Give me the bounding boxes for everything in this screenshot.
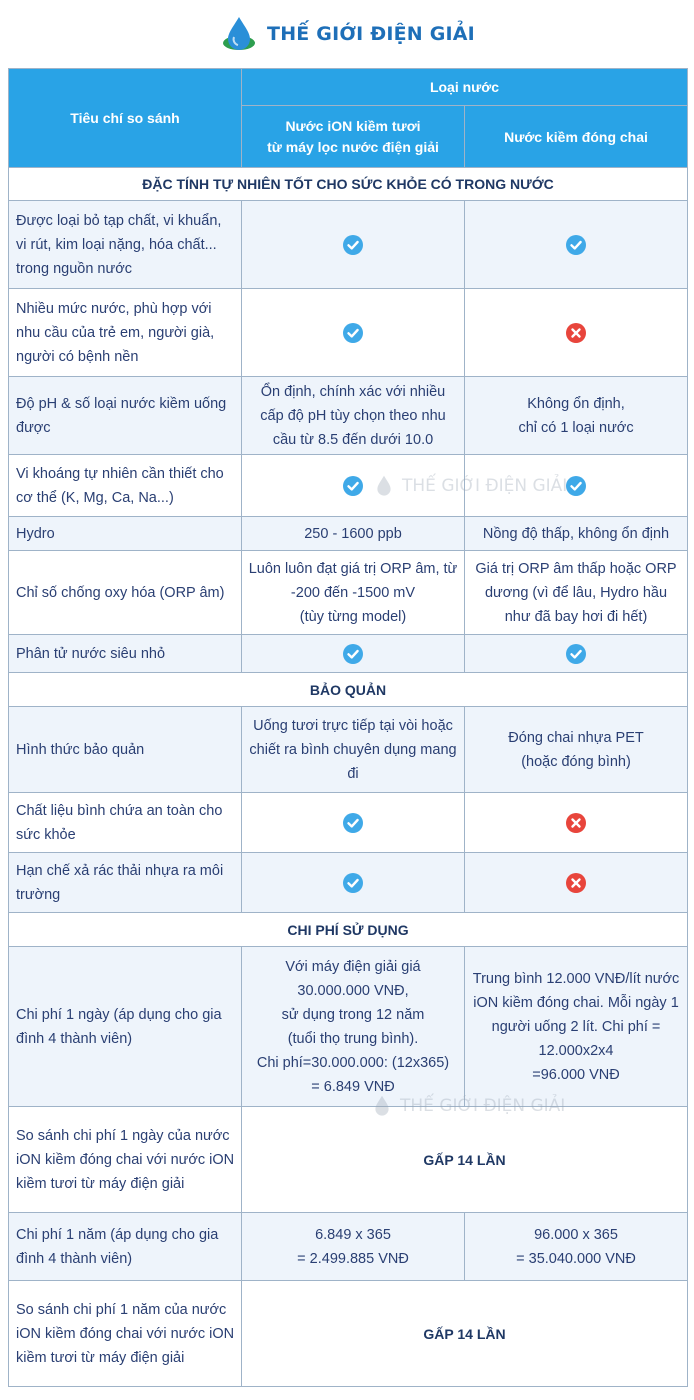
row-label: So sánh chi phí 1 năm của nước iON kiềm đóng chai với nước iON kiềm tươi từ máy điện giải bbox=[9, 1281, 242, 1387]
row-label: Hạn chế xả rác thải nhựa ra môi trường bbox=[9, 853, 242, 913]
check-icon bbox=[343, 476, 363, 496]
daily-cost-col2: Trung bình 12.000 VNĐ/lít nước iON kiềm đóng chai. Mỗi ngày 1 người uống 2 lít. Chi phí = 12.000x2x4 =96.000 VNĐ bbox=[465, 947, 688, 1107]
check-cell bbox=[242, 635, 465, 673]
check-cell bbox=[242, 853, 465, 913]
cross-icon bbox=[566, 873, 586, 893]
cross-cell bbox=[465, 793, 688, 853]
daily-cost-col1: Với máy điện giải giá 30.000.000 VNĐ, sử dụng trong 12 năm (tuổi thọ trung bình). Chi phí=30.000.000: (12x365) = 6.849 VNĐ bbox=[242, 947, 465, 1107]
check-cell bbox=[242, 201, 465, 289]
water-drop-logo-icon bbox=[219, 14, 259, 54]
check-icon bbox=[343, 235, 363, 255]
check-icon bbox=[343, 644, 363, 664]
row-label: Hydro bbox=[9, 517, 242, 551]
row-label: Chi phí 1 năm (áp dụng cho gia đình 4 thành viên) bbox=[9, 1213, 242, 1281]
cross-cell bbox=[465, 289, 688, 377]
orp-value-col1: Luôn luôn đạt giá trị ORP âm, từ -200 đến -1500 mV (tùy từng model) bbox=[242, 551, 465, 635]
storage-value-col1: Uống tươi trực tiếp tại vòi hoặc chiết ra bình chuyên dụng mang đi bbox=[242, 707, 465, 793]
check-icon bbox=[343, 813, 363, 833]
water-type-header: Loại nước bbox=[242, 69, 688, 106]
ph-value-col1: Ổn định, chính xác với nhiều cấp độ pH tùy chọn theo nhu cầu từ 8.5 đến dưới 10.0 bbox=[242, 377, 465, 455]
yearly-cost-col2: 96.000 x 365 = 35.040.000 VNĐ bbox=[465, 1213, 688, 1281]
orp-value-col2: Giá trị ORP âm thấp hoặc ORP dương (vì để lâu, Hydro hầu như đã bay hơi đi hết) bbox=[465, 551, 688, 635]
check-cell bbox=[242, 289, 465, 377]
check-cell bbox=[242, 793, 465, 853]
row-label: Nhiều mức nước, phù hợp với nhu cầu của trẻ em, người già, người có bệnh nền bbox=[9, 289, 242, 377]
cross-icon bbox=[566, 323, 586, 343]
row-label: Vi khoáng tự nhiên cần thiết cho cơ thể (K, Mg, Ca, Na...) bbox=[9, 455, 242, 517]
daily-compare-result: GẤP 14 LẦN bbox=[242, 1107, 688, 1213]
check-icon bbox=[343, 323, 363, 343]
watermark: THẾ GIỚI ĐIỆN GIẢI bbox=[370, 1094, 565, 1118]
row-label: Chỉ số chống oxy hóa (ORP âm) bbox=[9, 551, 242, 635]
yearly-compare-result: GẤP 14 LẦN bbox=[242, 1281, 688, 1387]
hydro-value-col2: Nồng độ thấp, không ổn định bbox=[465, 517, 688, 551]
criteria-header: Tiêu chí so sánh bbox=[9, 69, 242, 168]
check-icon bbox=[566, 476, 586, 496]
yearly-cost-col1: 6.849 x 365 = 2.499.885 VNĐ bbox=[242, 1213, 465, 1281]
col2-header: Nước kiềm đóng chai bbox=[465, 106, 688, 168]
row-label: Chi phí 1 ngày (áp dụng cho gia đình 4 thành viên) bbox=[9, 947, 242, 1107]
brand-name: THẾ GIỚI ĐIỆN GIẢI bbox=[267, 23, 475, 45]
check-icon bbox=[343, 873, 363, 893]
watermark: THẾ GIỚI ĐIỆN GIẢI bbox=[372, 474, 567, 498]
cross-icon bbox=[566, 813, 586, 833]
check-icon bbox=[566, 644, 586, 664]
cross-cell bbox=[465, 853, 688, 913]
storage-value-col2: Đóng chai nhựa PET (hoặc đóng bình) bbox=[465, 707, 688, 793]
comparison-table bbox=[8, 68, 688, 1387]
hydro-value-col1: 250 - 1600 ppb bbox=[242, 517, 465, 551]
row-label: Được loại bỏ tạp chất, vi khuẩn, vi rút, kim loại nặng, hóa chất... trong nguồn nước bbox=[9, 201, 242, 289]
col1-header: Nước iON kiềm tươi từ máy lọc nước điện giải bbox=[242, 106, 465, 168]
check-cell bbox=[465, 455, 688, 517]
ph-value-col2: Không ổn định, chỉ có 1 loại nước bbox=[465, 377, 688, 455]
brand-logo bbox=[0, 0, 694, 68]
check-cell bbox=[465, 635, 688, 673]
check-icon bbox=[566, 235, 586, 255]
row-label: Phân tử nước siêu nhỏ bbox=[9, 635, 242, 673]
row-label: Độ pH & số loại nước kiềm uống được bbox=[9, 377, 242, 455]
section-storage: BẢO QUẢN bbox=[9, 673, 688, 707]
row-label: Chất liệu bình chứa an toàn cho sức khỏe bbox=[9, 793, 242, 853]
section-cost: CHI PHÍ SỬ DỤNG bbox=[9, 913, 688, 947]
check-cell bbox=[242, 455, 465, 517]
check-cell bbox=[465, 201, 688, 289]
row-label: So sánh chi phí 1 ngày của nước iON kiềm đóng chai với nước iON kiềm tươi từ máy điện giải bbox=[9, 1107, 242, 1213]
row-label: Hình thức bảo quản bbox=[9, 707, 242, 793]
section-natural: ĐẶC TÍNH TỰ NHIÊN TỐT CHO SỨC KHỎE CÓ TRONG NƯỚC bbox=[9, 168, 688, 201]
